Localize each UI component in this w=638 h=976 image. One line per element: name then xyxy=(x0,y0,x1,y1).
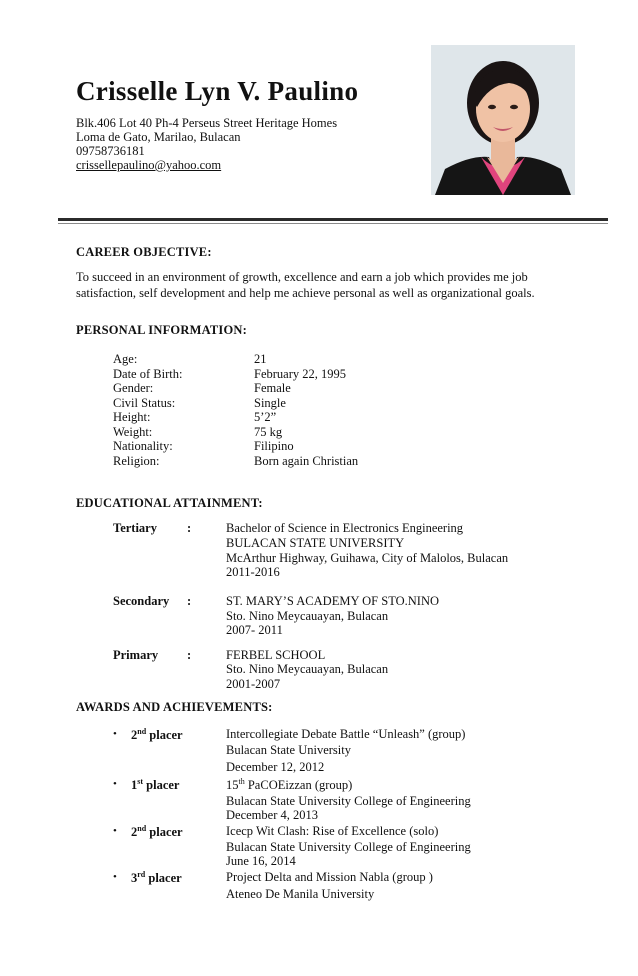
religion-value: Born again Christian xyxy=(254,454,359,468)
career-objective-heading: CAREER OBJECTIVE: xyxy=(76,245,212,259)
bullet: • xyxy=(113,778,117,790)
gender-label: Gender: xyxy=(113,381,154,395)
education-level-secondary: Secondary xyxy=(113,594,170,608)
education-heading: EDUCATIONAL ATTAINMENT: xyxy=(76,496,263,510)
tertiary-degree: Bachelor of Science in Electronics Engineering xyxy=(226,521,464,535)
education-level-primary: Primary xyxy=(113,648,159,662)
address-line-1: Blk.406 Lot 40 Ph-4 Perseus Street Heritage Homes xyxy=(76,116,338,130)
dob-value: February 22, 1995 xyxy=(254,367,346,381)
primary-school: FERBEL SCHOOL xyxy=(226,648,326,662)
education-level-tertiary: Tertiary xyxy=(113,521,157,535)
award-placement: 2nd placer xyxy=(131,824,183,839)
award-organizer: Bulacan State University xyxy=(226,743,351,757)
award-placement: 3rd placer xyxy=(131,870,182,885)
gender-value: Female xyxy=(254,381,291,395)
award-placement: 1st placer xyxy=(131,777,180,792)
bullet: • xyxy=(113,871,117,883)
dob-label: Date of Birth: xyxy=(113,367,183,381)
height-label: Height: xyxy=(113,410,151,424)
nationality-label: Nationality: xyxy=(113,439,173,453)
height-value: 5’2” xyxy=(254,410,277,424)
tertiary-school: BULACAN STATE UNIVERSITY xyxy=(226,536,405,550)
education-colon: : xyxy=(187,648,192,662)
personal-info-heading: PERSONAL INFORMATION: xyxy=(76,323,247,337)
award-title: 15th PaCOEizzan (group) xyxy=(226,777,353,792)
phone-number: 09758736181 xyxy=(76,144,145,158)
award-placement: 2nd placer xyxy=(131,727,183,742)
secondary-school: ST. MARY’S ACADEMY OF STO.NINO xyxy=(226,594,439,608)
award-title: Intercollegiate Debate Battle “Unleash” (group) xyxy=(226,727,466,741)
award-organizer: Bulacan State University College of Engineering xyxy=(226,794,471,808)
education-colon: : xyxy=(187,521,192,535)
award-organizer: Ateneo De Manila University xyxy=(226,887,375,901)
nationality-value: Filipino xyxy=(254,439,294,453)
education-colon: : xyxy=(187,594,192,608)
secondary-years: 2007- 2011 xyxy=(226,623,283,637)
tertiary-address: McArthur Highway, Guihawa, City of Malolos, Bulacan xyxy=(226,551,509,565)
career-objective-line-1: To succeed in an environment of growth, excellence and earn a job which provides me job xyxy=(76,270,528,284)
header-divider xyxy=(58,218,608,221)
age-label: Age: xyxy=(113,352,138,366)
secondary-address: Sto. Nino Meycauayan, Bulacan xyxy=(226,609,389,623)
applicant-name: Crisselle Lyn V. Paulino xyxy=(76,76,359,106)
civil-status-label: Civil Status: xyxy=(113,396,176,410)
award-title: Project Delta and Mission Nabla (group ) xyxy=(226,870,433,884)
email-link[interactable]: crissellepaulino@yahoo.com xyxy=(76,158,222,172)
weight-label: Weight: xyxy=(113,425,153,439)
primary-address: Sto. Nino Meycauayan, Bulacan xyxy=(226,662,389,676)
bullet: • xyxy=(113,728,117,740)
career-objective-line-2: satisfaction, self development and help me achieve personal as well as organizational goals. xyxy=(76,286,535,300)
primary-years: 2001-2007 xyxy=(226,677,281,691)
address-line-2: Loma de Gato, Marilao, Bulacan xyxy=(76,130,241,144)
award-date: December 12, 2012 xyxy=(226,760,325,774)
award-title: Icecp Wit Clash: Rise of Excellence (solo) xyxy=(226,824,439,838)
age-value: 21 xyxy=(254,352,267,366)
header-divider-thin xyxy=(58,223,608,224)
award-organizer: Bulacan State University College of Engineering xyxy=(226,840,471,854)
award-date: June 16, 2014 xyxy=(226,854,296,868)
civil-status-value: Single xyxy=(254,396,286,410)
tertiary-years: 2011-2016 xyxy=(226,565,280,579)
profile-photo xyxy=(431,45,575,195)
religion-label: Religion: xyxy=(113,454,160,468)
portrait-illustration xyxy=(431,45,575,195)
award-date: December 4, 2013 xyxy=(226,808,318,822)
awards-heading: AWARDS AND ACHIEVEMENTS: xyxy=(76,700,273,714)
bullet: • xyxy=(113,825,117,837)
weight-value: 75 kg xyxy=(254,425,283,439)
